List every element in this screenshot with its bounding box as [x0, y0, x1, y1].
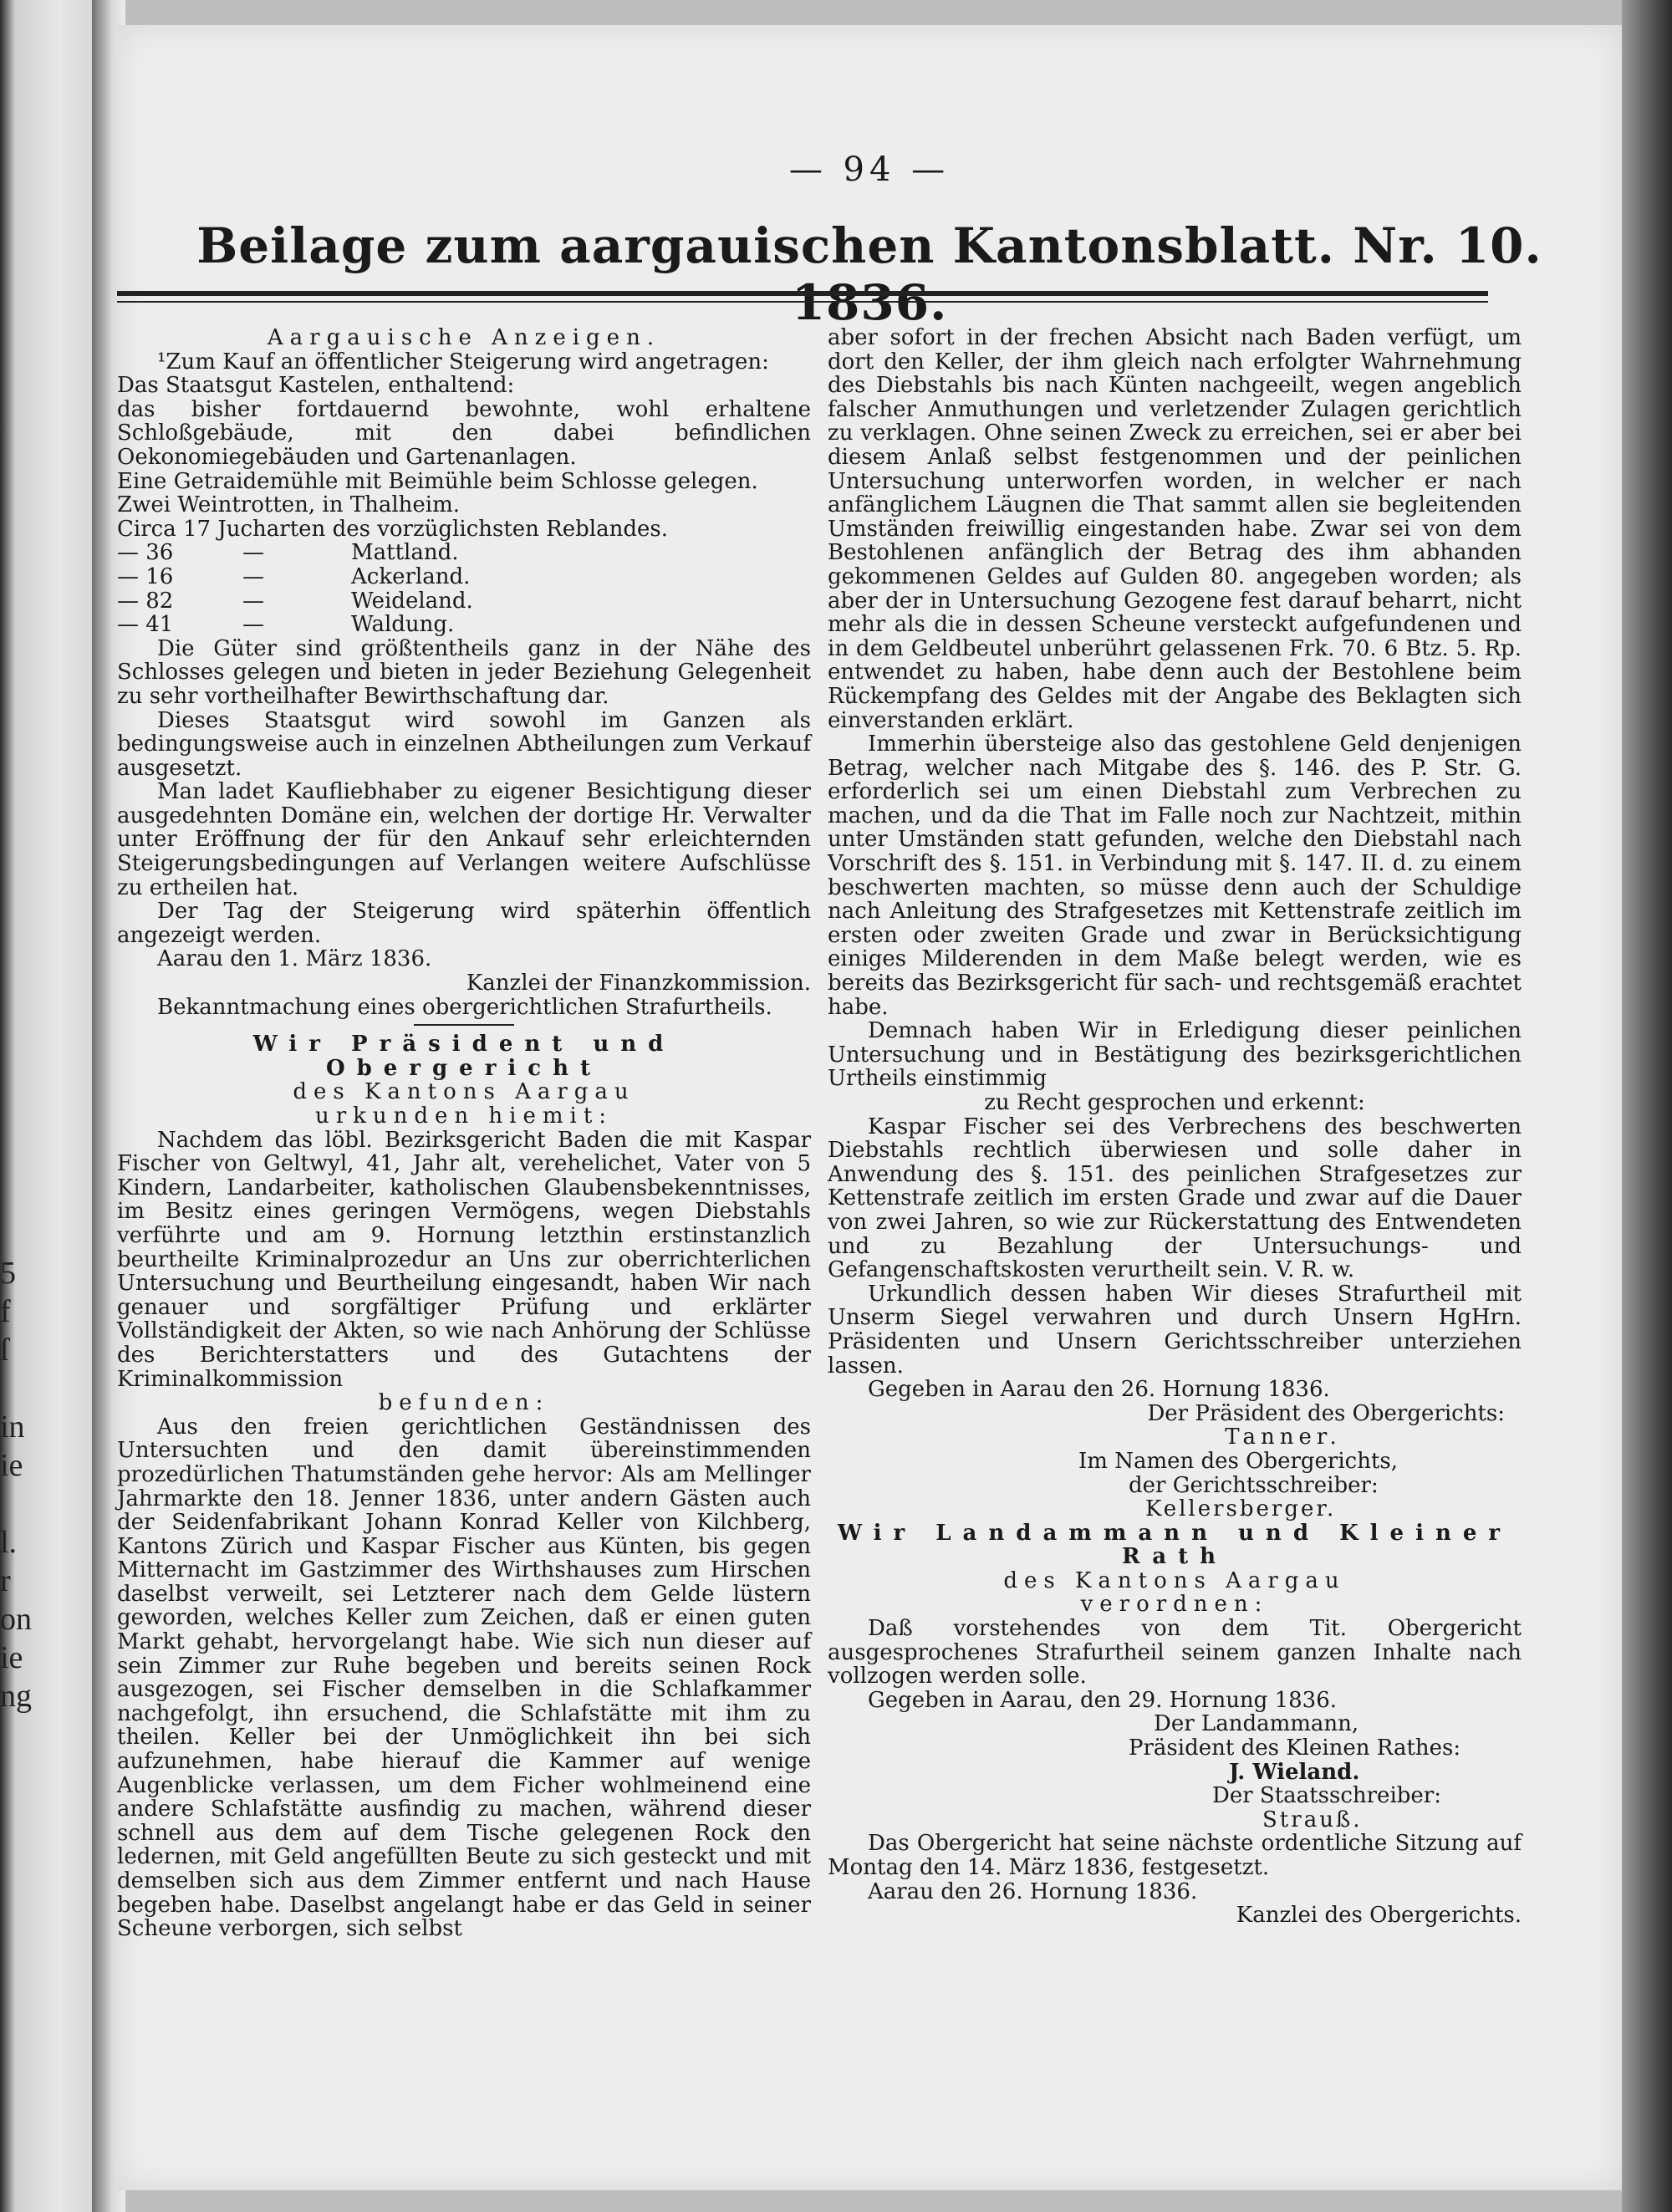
verdict-heading: zu Recht gesprochen und erkennt: [984, 1090, 1365, 1115]
edge-letter [0, 1369, 50, 1408]
edge-letter: 5 [0, 1256, 16, 1291]
edge-letter: ie [0, 1640, 23, 1675]
facing-page-letters [0, 1254, 50, 1715]
signature-line: der Gerichtsschreiber: [1129, 1472, 1379, 1498]
paragraph: Demnach haben Wir in Erledigung dieser peinlichen Untersuchung und in Bestätigung des bezirksgerichtlichen Urtheils einstimmig [828, 1018, 1522, 1092]
signature-line: Im Namen des Obergerichts, [1078, 1448, 1399, 1474]
paragraph: Aus den freien gerichtlichen Geständnissen des Untersuchten und den damit übereinstimmenden prozedürlichen Thatumständen gehe hervor: Als am Mellinger Jahrmarkte den 18. Jenner 1836, unter andern Gästen auch der Seidenfabrikant Johann Konrad Keller von Kilchberg, Kantons Zürich und Kaspar Fischer aus Künten, bis gegen Mitternacht im Gastzimmer des Wirthshauses zum Hirschen daselbst verweilt, sei Letzterer nach dem Gelde lüstern geworden, welches Keller zum Zeichen, daß er einen guten Markt gehabt, hervorgelangt habe. Wie sich nun dieser auf sein Zimmer zur Ruhe begeben und bereits seinen Rock ausgezogen, sei Fischer demselben in die Schlafkammer nachgefolgt, ihn ersuchend, die Schlafstätte mit ihm zu theilen. Keller bei der Unmöglichkeit ihn bei sich aufzunehmen, habe hierauf die Kammer auf wenige Augenblicke verlassen, um dem Ficher wohlmeinend eine andere Schlafstätte ausfindig zu machen, während dieser schnell aus dem auf dem Tische gelegenen Rock den ledernen, mit Geld angefüllten Beute zu sich gesteckt und mit demselben sich aus dem Zimmer entfernt und nach Hause begeben habe. Daselbst angelangt habe er das Geld in seiner Scheune verborgen, sich selbst [117, 1414, 811, 1942]
page-title: Beilage zum aargauischen Kantonsblatt. Nr. 10. 1836. [196, 217, 1542, 331]
decree-subheading: des Kantons Aargau [1003, 1567, 1346, 1593]
document-page [117, 25, 1622, 2190]
edge-letter: ng [0, 1679, 32, 1714]
decree-subheading: verordnen: [1080, 1592, 1269, 1618]
paragraph: Kaspar Fischer sei des Verbrechens des beschwerten Diebstahls rechtlich überwiesen und solle daher in Anwendung des §. 151. des peinlichen Strafgesetzes zur Kettenstrafe zeitlich im ersten Grade und zwar auf die Dauer von zwei Jahren, so wie zur Rückerstattung des Entwendeten und zu Bezahlung der Untersuchungs- und Gefangenschaftskosten verurtheilt sein. V. R. w. [828, 1114, 1522, 1283]
estate-item: Eine Getraidemühle mit Beimühle beim Schlosse gelegen. [117, 468, 758, 494]
title-rule-thick [117, 291, 1488, 296]
paragraph: Daß vorstehendes von dem Tit. Obergericht ausgesprochenes Strafurtheil seinem ganzen Inhalte nach vollzogen werden solle. [828, 1616, 1522, 1690]
paragraph: Urkundlich dessen haben Wir dieses Strafurtheil mit Unserm Siegel verwahren und durch Unsern HgHrn. Präsidenten und Unsern Gerichtsschreiber unterziehen lassen. [828, 1281, 1522, 1379]
decree-subheading: des Kantons Aargau [293, 1079, 635, 1105]
land-dash: — [242, 540, 264, 566]
title-rule-thin [117, 301, 1488, 303]
paragraph: Dieses Staatsgut wird sowohl im Ganzen als bedingungsweise auch in einzelnen Abtheilungen zum Verkauf ausgesetzt. [117, 707, 811, 781]
land-list-row [117, 589, 811, 614]
separator-rule [414, 1024, 514, 1026]
edge-letter [0, 1485, 50, 1523]
notice-heading: Bekanntmachung eines obergerichtlichen Strafurtheils. [157, 994, 772, 1020]
land-list-row [117, 613, 811, 637]
announcement-intro: ¹Zum Kauf an öffentlicher Steigerung wird angetragen: [157, 349, 769, 375]
facing-page-edge [0, 0, 100, 2212]
land-amount: — 41 [117, 612, 174, 638]
signature-name: J. Wieland. [1229, 1759, 1360, 1785]
land-list-row [117, 565, 811, 589]
signature-line: Präsident des Kleinen Rathes: [1129, 1735, 1461, 1761]
right-column [828, 326, 1522, 1928]
land-amount: — 82 [117, 588, 174, 614]
date-line: Aarau den 26. Hornung 1836. [868, 1878, 1198, 1904]
land-type: Waldung. [351, 612, 455, 638]
signature-line: Der Präsident des Obergerichts: [1147, 1400, 1505, 1426]
signature-line: Der Staatsschreiber: [1212, 1783, 1441, 1809]
edge-letter: ſ [0, 1333, 9, 1368]
paragraph: Immerhin übersteige also das gestohlene Geld denjenigen Betrag, welcher nach Mitgabe des §. 146. des P. Str. G. erforderlich sei um einen Diebstahl zum Verbrechen zu machen, und da die That im Falle noch zur Nachtzeit, mithin unter Umständen statt gefunden, welche den Diebstahl nach Vorschrift des §. 151. in Verbindung mit §. 147. II. d. zu einem beschwerten machten, so müsse denn auch der Schuldige nach Anleitung des Strafgesetzes mit Kettenstrafe zeitlich im ersten oder zweiten Grade und zwar in Berücksichtigung einiges Milderenden in dem Maße belegt werden, wie es bereits das Bezirksgericht für sach- und rechtsgemäß erachtet habe. [828, 731, 1522, 1020]
edge-letter: on [0, 1602, 32, 1637]
paragraph: aber sofort in der frechen Absicht nach Baden verfügt, um dort den Keller, der ihm gleich nach erfolgter Wahrnehmung des Diebstahls bis nach Künten nachgeeilt, wegen angeblich falscher Anmuthungen und verletzender Zulagen gerichtlich zu verklagen. Ohne seinen Zweck zu erreichen, sei er aber bei diesem Anlaß selbst festgenommen und der peinlichen Untersuchung unterworfen worden, in welcher er nach anfänglichem Läugnen die That sammt allen sie begleitenden Umständen freiwillig eingestanden habe. Zwar sei von dem Bestohlenen anfänglich der Betrag des ihm abhanden gekommenen Geldes auf Gulden 80. angegeben worden; als aber der in Untersuchung Gezogene fest darauf beharrt, nicht mehr als die in dessen Scheune versteckt aufgefundenen und in dem Geldbeutel unberührt gelassenen Frk. 70. 6 Btz. 5. Rp. entwendet zu haben, habe denn auch der Bestohlene beim Rückempfang des Geldes mit der Angabe des Beklagten sich einverstanden erklärt. [828, 325, 1522, 733]
decree-heading: Wir Landammann und Kleiner Rath [837, 1520, 1512, 1570]
land-type: Mattland. [351, 540, 459, 566]
paragraph: Man ladet Kaufliebhaber zu eigener Besichtigung dieser ausgedehnten Domäne ein, welchen der dortige Hr. Verwalter unter Eröffnung der für den Ankauf sehr erleichternden Steigerungsbedingungen auf Verlangen weitere Aufschlüsse zu ertheilen hat. [117, 779, 811, 900]
land-type: Ackerland. [351, 563, 471, 589]
edge-letter: r [0, 1563, 11, 1598]
signature-line: Der Landammann, [1154, 1711, 1359, 1737]
land-amount: — 36 [117, 540, 174, 566]
edge-letter: f [0, 1294, 11, 1329]
signature-name: Strauß. [1262, 1807, 1363, 1832]
date-line: Aarau den 1. März 1836. [157, 946, 432, 972]
date-line: Gegeben in Aarau den 26. Hornung 1836. [868, 1377, 1330, 1403]
land-dash: — [242, 563, 264, 589]
paragraph: Nachdem das löbl. Bezirksgericht Baden die mit Kaspar Fischer von Geltwyl, 41, Jahr alt, verehelichet, Vater von 5 Kindern, Landarbeiter, katholischen Glaubensbekenntnisses, im Besitz eines geringen Vermögens, wegen Diebstahls verführte und am 9. Hornung letzthin erstinstanzlich beurtheilte Kriminalprozedur an Uns zur oberrichterlichen Untersuchung und Beurtheilung eingesandt, haben Wir nach genauer und sorgfältiger Prüfung und erklärter Vollständigkeit der Akten, so wie nach Anhörung der Schlüsse des Berichterstatters und des Gutachtens der Kriminalkommission [117, 1127, 811, 1392]
land-amount: — 16 [117, 563, 174, 589]
edge-letter: l. [0, 1525, 18, 1560]
land-dash: — [242, 612, 264, 638]
estate-item: Zwei Weintrotten, in Thalheim. [117, 492, 461, 518]
decree-subheading: befunden: [378, 1390, 550, 1416]
left-column [117, 326, 811, 1941]
signature-name: Tanner. [1225, 1425, 1342, 1450]
signature: Kanzlei des Obergerichts. [1236, 1903, 1522, 1929]
paragraph: Der Tag der Steigerung wird späterhin öffentlich angezeigt werden. [117, 899, 811, 948]
decree-subheading: urkunden hiemit: [314, 1103, 614, 1129]
estate-name: Das Staatsgut Kastelen, enthaltend: [117, 373, 515, 399]
date-line: Gegeben in Aarau, den 29. Hornung 1836. [868, 1687, 1338, 1713]
paragraph: Die Güter sind größtentheils ganz in der Nähe des Schlosses gelegen und bieten in jeder Beziehung Gelegenheit zu sehr vortheilhafter Bewirthschaftung dar. [117, 635, 811, 709]
estate-item: Circa 17 Jucharten des vorzüglichsten Reblandes. [117, 516, 668, 542]
paragraph: Das Obergericht hat seine nächste ordentliche Sitzung auf Montag den 14. März 1836, festgesetzt. [828, 1831, 1522, 1880]
edge-letter: ie [0, 1448, 23, 1483]
section-heading: Aargauische Anzeigen. [267, 325, 661, 350]
signature-name: Kellersberger. [1145, 1496, 1337, 1522]
signature: Kanzlei der Finanzkommission. [466, 971, 811, 996]
land-dash: — [242, 588, 264, 614]
land-list-row [117, 541, 811, 565]
estate-item: das bisher fortdauernd bewohnte, wohl erhaltene Schloßgebäude, mit den dabei befindlichen Oekonomiegebäuden und Gartenanlagen. [117, 396, 811, 470]
edge-letter: in [0, 1409, 25, 1445]
land-type: Weideland. [351, 588, 473, 614]
page-number: — 94 — [788, 150, 951, 189]
decree-heading: Wir Präsident und Obergericht [252, 1032, 675, 1081]
scan-right-edge [1622, 0, 1672, 2212]
